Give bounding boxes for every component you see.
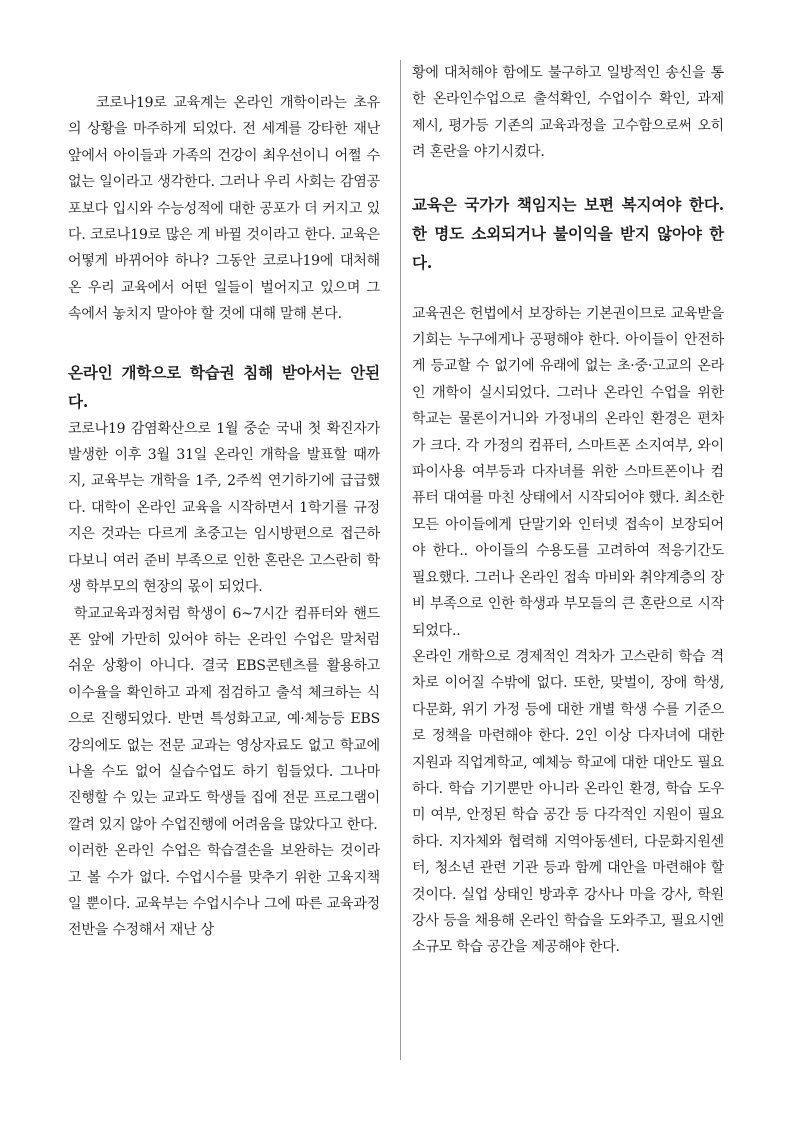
column-divider [400, 60, 401, 1060]
intro-paragraph: 코로나19로 교육계는 온라인 개학이라는 초유의 상황을 마주하게 되었다. 전 세계를 강타한 재난 앞에서 아이들과 가족의 건강이 최우선이니 어쩔 수 없는 일이라고 생각한다. 그러나 우리 사회는 감염공포보다 입시와 수능성적에 대한 공포가 더 커지고 있다. 코로나19로 많은 게 바뀔 것이라고 한다. 교육은 어떻게 바뀌어야 하나? 그동안 코로나19에 대처해 온 우리 교육에서 어떤 일들이 벌어지고 있으며 그 속에서 놓치지 말아야 할 것에 대해 말해 본다. [68, 95, 380, 323]
paragraph-continued: 황에 대처해야 함에도 불구하고 일방적인 송신을 통한 온라인수업으로 출석확인, 수업이수 확인, 과제 제시, 평가등 기존의 교육과정을 고수함으로써 오히려 혼란을 야기시켰다. [412, 65, 724, 161]
section-heading-universal-welfare: 교육은 국가가 책임지는 보편 복지여야 한다. 한 명도 소외되거나 불이익을 받지 않아야 한다. [412, 194, 724, 272]
paragraph-learning-gap: 온라인 개학으로 경제적인 격차가 고스란히 학습 격차로 이어질 수밖에 없다. 또한, 맞벌이, 장애 학생, 다문화, 위기 가정 등에 대한 개별 학생 수를 기준으로 정책을 마련해야 한다. 2인 이상 다자녀에 대한 지원과 직업계학교, 예체능 학교에 대한 대안도 필요하다. 학습 기기뿐만 아니라 온라인 환경, 학습 도우미 여부, 안정된 학습 공간 등 다각적인 지원이 필요하다. 지자체와 협력해 지역아동센터, 다문화지원센터, 청소년 관련 기관 등과 함께 대안을 마련해야 할 것이다. 실업 상태인 방과후 강사나 마을 강사, 학원 강사 등을 채용해 온라인 학습을 도와주고, 필요시엔 소규모 학습 공간을 제공해야 한다. [412, 648, 724, 956]
paragraph-learning-loss: 이러한 온라인 수업은 학습결손을 보완하는 것이라고 볼 수가 없다. 수업시수를 맞추기 위한 고육지책일 뿐이다. 교육부는 수업시수나 그에 따른 교육과정 전반을 수정해서 재난 상 [68, 843, 380, 939]
paragraph-online-class-difficulty: 학교교육과정처럼 학생이 6~7시간 컴퓨터와 핸드폰 앞에 가만히 있어야 하는 온라인 수업은 말처럼 쉬운 상황이 아니다. 결국 EBS콘텐츠를 활용하고 이수율을 확인하고 과제 점검하고 출석 체크하는 식으로 진행되었다. 반면 특성화고교, 예·체능등 EBS강의에도 없는 전문 교과는 영상자료도 없고 학교에 나올 수도 없어 실습수업도 하기 힘들었다. 그나마 진행할 수 있는 교과도 학생들 집에 전문 프로그램이 깔려 있지 않아 수업진행에 어려움을 많았다고 한다. [68, 605, 380, 833]
left-column [68, 90, 380, 944]
paragraph-right-to-education: 교육권은 헌법에서 보장하는 기본권이므로 교육받을 기회는 누구에게나 공평해야 한다. 아이들이 안전하게 등교할 수 없기에 유래에 없는 초·중·고교의 온라인 개학이 실시되었다. 그러나 온라인 수업을 위한 학교는 물론이거니와 가정내의 온라인 환경은 편차가 크다. 각 가정의 컴퓨터, 스마트폰 소지여부, 와이파이사용 여부등과 다자녀를 위한 스마트폰이나 컴퓨터 대여를 마친 상태에서 시작되어야 했다. 최소한 모든 아이들에게 단말기와 인터넷 접속이 보장되어야 한다.. 아이들의 수용도를 고려하여 적응기간도 필요했다. 그러나 온라인 접속 마비와 취약계층의 장비 부족으로 인한 학생과 부모들의 큰 혼란으로 시작되었다.. [412, 305, 724, 639]
section-heading-online-opening: 온라인 개학으로 학습권 침해 받아서는 안된다. [68, 362, 380, 411]
right-column [412, 60, 724, 961]
paragraph-opening-delay: 코로나19 감염확산으로 1월 중순 국내 첫 확진자가 발생한 이후 3월 31일 온라인 개학을 발표할 때까지, 교육부는 개학을 1주, 2주씩 연기하기에 급급했다. 대학이 온라인 교육을 시작하면서 1학기를 규정지은 것과는 다르게 초중고는 임시방편으로 접근하다보니 여러 준비 부족으로 인한 혼란은 고스란히 학생 학부모의 현장의 몫이 되었다. [68, 420, 380, 596]
